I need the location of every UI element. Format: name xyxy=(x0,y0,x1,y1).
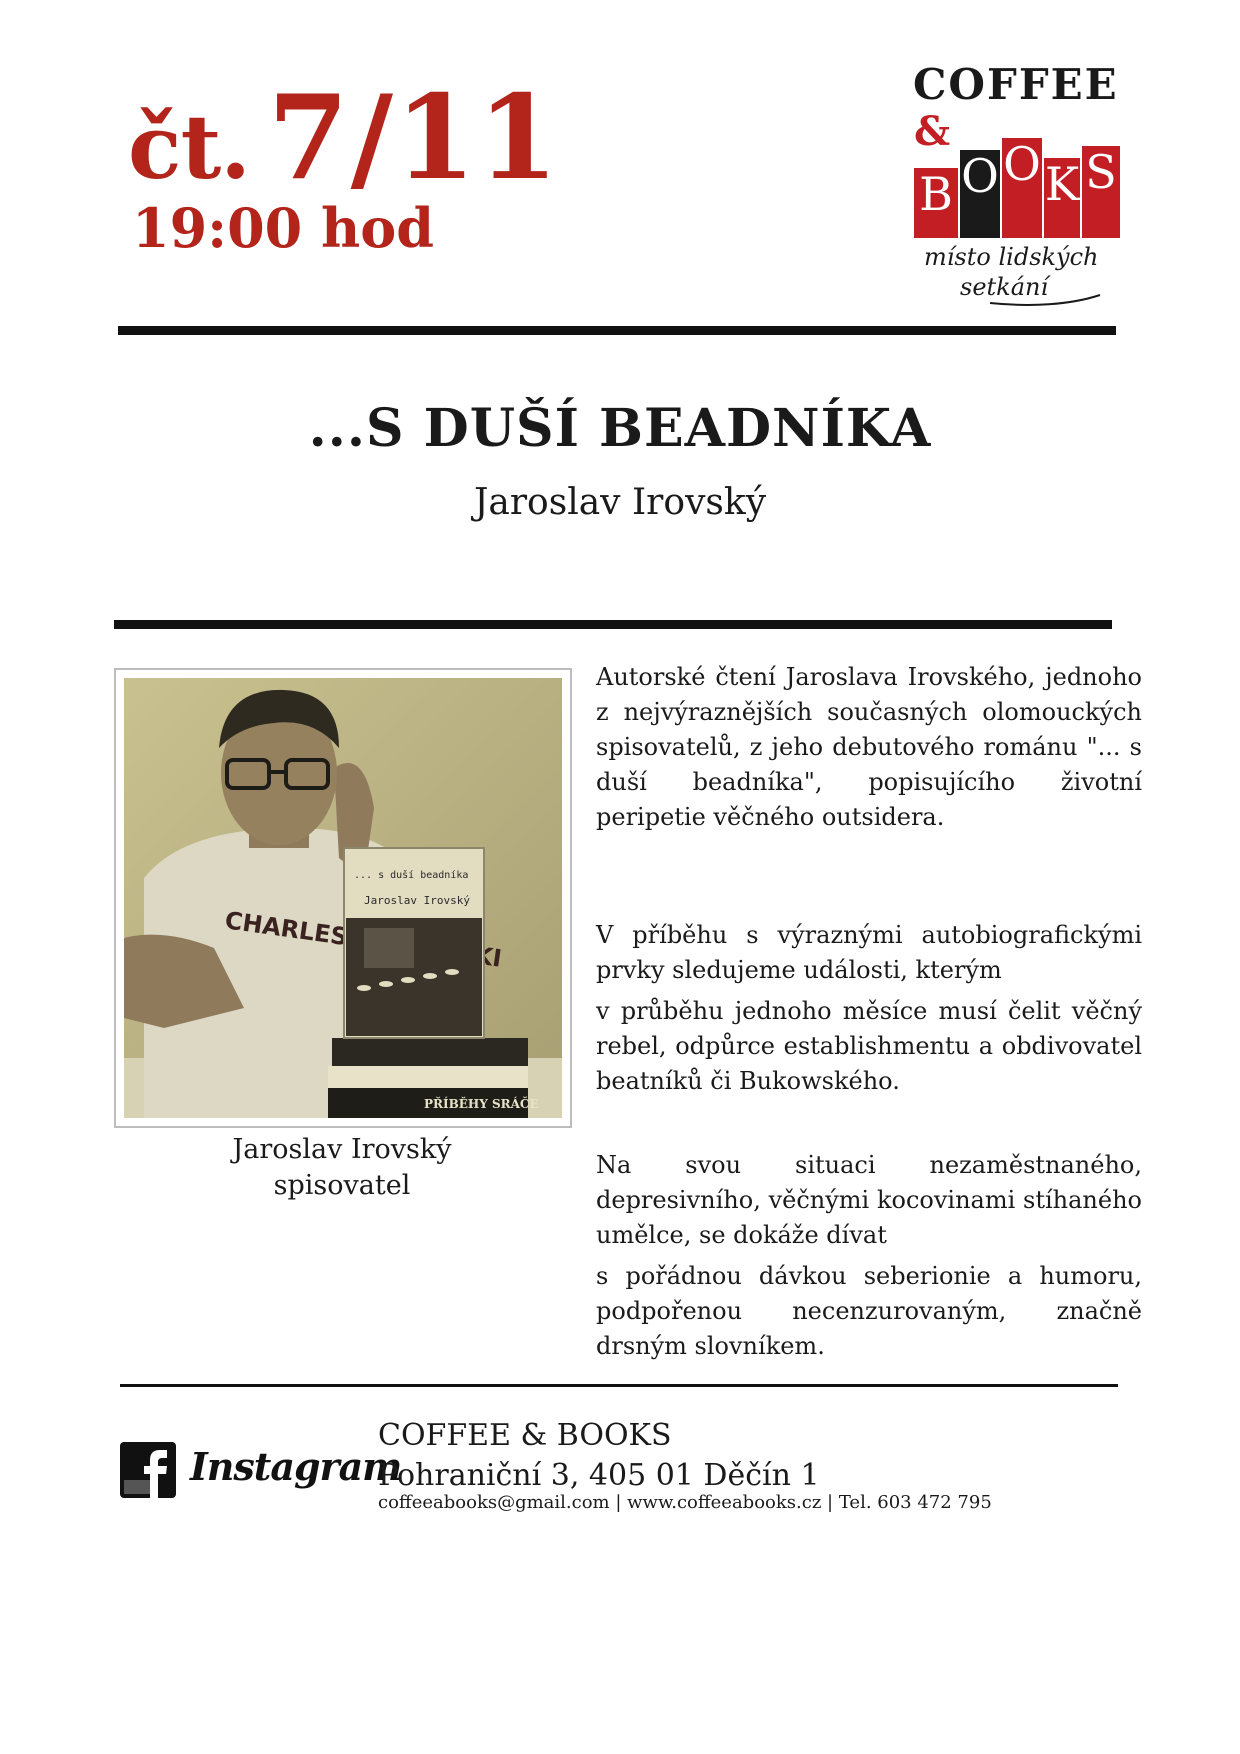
divider-top xyxy=(118,326,1116,335)
footer-contact: coffeeabooks@gmail.com | www.coffeeabooks.cz | Tel. 603 472 795 xyxy=(378,1492,992,1513)
facebook-icon[interactable] xyxy=(120,1442,176,1498)
description-paragraph-3-line1: Na svou situaci nezaměstnaného, depresivního, věčnými kocovinami stíhaného umělce, se dokáže dívat xyxy=(596,1151,1142,1249)
divider-middle xyxy=(114,620,1112,629)
logo-tagline-line2: setkání xyxy=(960,273,1049,301)
logo-ampersand: & xyxy=(914,108,951,155)
event-title: ...S DUŠÍ BEADNÍKA xyxy=(308,398,932,459)
instagram-link[interactable]: Instagram xyxy=(190,1444,402,1489)
logo-tagline-line1: místo lidských xyxy=(924,243,1099,271)
footer-address: Pohraniční 3, 405 01 Děčín 1 xyxy=(378,1458,820,1493)
event-author: Jaroslav Irovský xyxy=(473,482,767,523)
event-date xyxy=(128,70,560,206)
logo-swash-icon xyxy=(950,285,1110,315)
shirt-print: CHARLES xyxy=(223,906,350,952)
logo-book-tile: O xyxy=(1002,138,1042,238)
logo-book-tile: K xyxy=(1044,158,1080,238)
author-photo-frame xyxy=(114,668,572,1128)
event-date-number: 7/11 xyxy=(267,70,561,206)
logo-book-tile: B xyxy=(914,168,958,238)
footer-venue-name: COFFEE & BOOKS xyxy=(378,1418,672,1453)
divider-bottom xyxy=(120,1384,1118,1387)
description-paragraph-3 xyxy=(596,1148,1142,1364)
author-photo xyxy=(124,678,562,1118)
logo-book-tile: S xyxy=(1082,146,1120,238)
description-paragraph-2-rest: v průběhu jednoho měsíce musí čelit věčný rebel, odpůrce establishmentu a obdivovatel beatníků či Bukowského. xyxy=(596,997,1142,1095)
coffee-books-logo xyxy=(910,60,1130,310)
description-paragraph-1: Autorské čtení Jaroslava Irovského, jednoho z nejvýraznějších současných olomouckých spisovatelů, z jeho debutového románu "... s duší beadníka", popisujícího životní peripetie věčného outsidera. xyxy=(596,663,1142,831)
logo-coffee-text: COFFEE xyxy=(913,60,1119,109)
description-paragraph-2-line1: V příběhu s výraznými autobiografickými prvky sledujeme události, kterým xyxy=(596,921,1142,984)
logo-book-tile: O xyxy=(960,150,1000,238)
photo-caption-name: Jaroslav Irovský xyxy=(232,1134,452,1165)
description-paragraph-2 xyxy=(596,918,1142,1099)
book-spine-label: PŘÍBĚHY SRÁČE xyxy=(424,1097,539,1111)
book-cover-title: ... s duší beadníka xyxy=(354,870,469,881)
event-time: 19:00 hod xyxy=(132,196,435,260)
description-paragraph-3-rest: s pořádnou dávkou seberionie a humoru, podpořenou necenzurovaným, značně drsným slovníkem. xyxy=(596,1262,1142,1360)
book-cover-author: Jaroslav Irovský xyxy=(364,894,470,907)
event-day: čt. xyxy=(128,95,250,199)
logo-books-tiles xyxy=(914,138,1120,238)
photo-caption-role: spisovatel xyxy=(273,1170,411,1201)
